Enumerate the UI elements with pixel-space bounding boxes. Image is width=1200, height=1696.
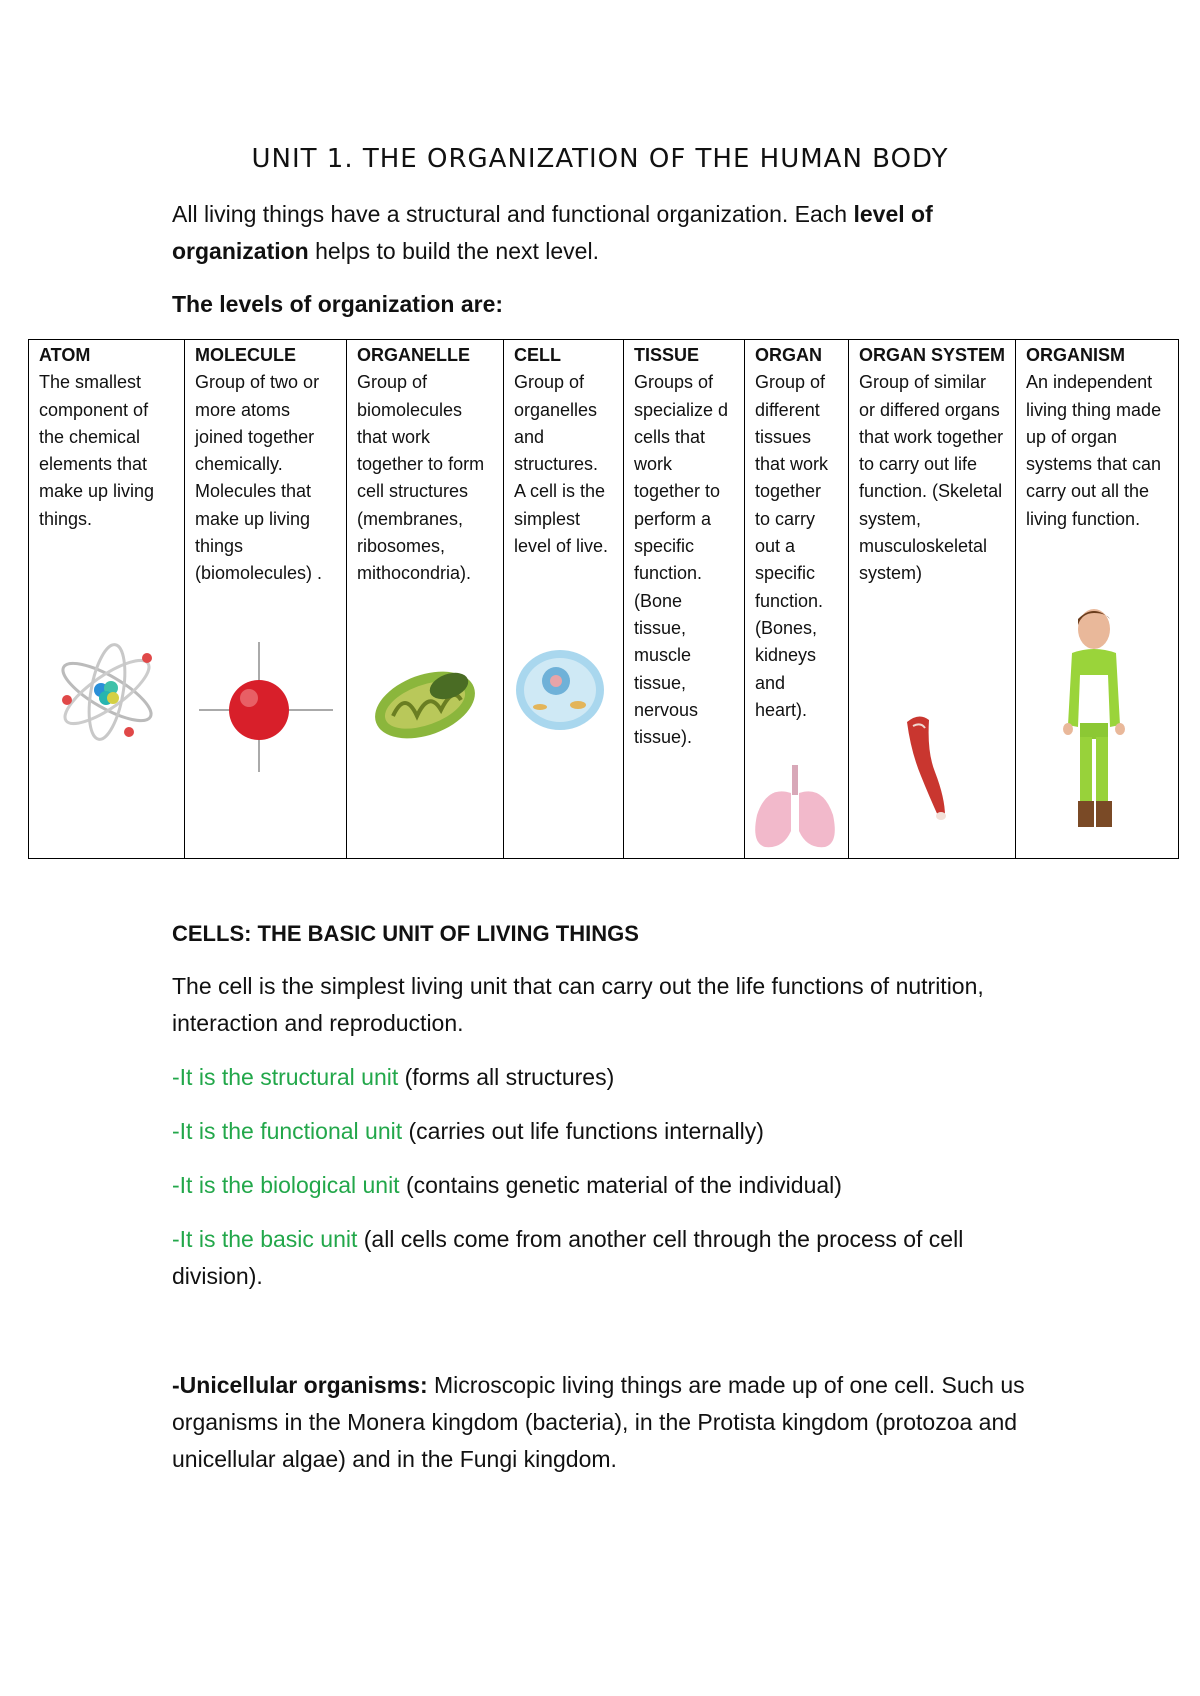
level-desc: The smallest component of the chemical elements that make up living things. [39, 372, 155, 529]
lungs-icon [747, 765, 843, 849]
level-desc: Group of organelles and structures. A cell is the simplest level of live. [514, 372, 609, 557]
level-atom [29, 340, 185, 859]
cells-heading: CELLS: THE BASIC UNIT OF LIVING THINGS [172, 921, 639, 946]
level-desc: Group of similar or differed organs that work together to carry out life function. (Skeletal system, musculoskeletal system) [859, 372, 1004, 584]
level-desc: Groups of specialize d cells that work together to perform a specific function. (Bone tissue, muscle tissue, nervous tissue). [634, 372, 729, 748]
level-desc: Group of biomolecules that work together to form cell structures (membranes, ribosomes, mithocondria). [357, 372, 485, 584]
cell-unit-note: (contains genetic material of the individual) [399, 1172, 842, 1198]
human-figure-icon [1054, 605, 1134, 835]
intro-bold: level of organization [172, 201, 933, 264]
level-desc: An independent living thing made up of organ systems that can carry out all the living function. [1026, 372, 1162, 529]
intro-paragraph [172, 196, 1052, 270]
molecule-icon [193, 632, 339, 782]
level-organelle [347, 340, 504, 859]
cell-unit-note: (carries out life functions internally) [402, 1118, 764, 1144]
intro-text-1: All living things have a structural and functional organization. Each [172, 201, 854, 227]
level-title: ATOM [39, 345, 91, 365]
cell-unit-note: (all cells come from another cell through the process of cell division). [172, 1226, 964, 1289]
level-title: ORGAN SYSTEM [859, 345, 1006, 365]
cell-unit-biological [172, 1167, 1052, 1204]
cell-unit-note: (forms all structures) [398, 1064, 615, 1090]
cell-unit-label: -It is the biological unit [172, 1172, 400, 1198]
unicellular-text: Microscopic living things are made up of one cell. Such us organisms in the Monera kingdom (bacteria), in the Protista kingdom (protozoa and unicellular algae) and in the Fungi kingdom. [172, 1372, 1025, 1472]
level-title: ORGANELLE [357, 345, 471, 365]
cell-unit-label: -It is the basic unit [172, 1226, 358, 1252]
level-title: ORGAN [755, 345, 822, 365]
intro-text-2: helps to build the next level. [308, 238, 599, 264]
level-title: ORGANISM [1026, 345, 1125, 365]
unicellular-paragraph [172, 1367, 1052, 1478]
mitochondria-icon [365, 660, 485, 750]
level-cell [504, 340, 624, 859]
level-tissue [624, 340, 745, 859]
cells-intro: The cell is the simplest living unit that can carry out the life functions of nutrition, interaction and reproduction. [172, 973, 984, 1036]
cell-unit-functional [172, 1113, 1052, 1150]
level-desc: Group of different tissues that work together to carry out a specific function. (Bones, kidneys and heart). [755, 372, 829, 720]
cell-unit-label: -It is the structural unit [172, 1064, 399, 1090]
level-title: MOLECULE [195, 345, 296, 365]
cell-icon [512, 645, 608, 735]
level-organism [1016, 340, 1179, 859]
unicellular-label: -Unicellular organisms: [172, 1372, 428, 1398]
level-molecule [185, 340, 347, 859]
level-organ-system [849, 340, 1016, 859]
muscle-arm-icon [899, 712, 959, 822]
level-desc: Group of two or more atoms joined together chemically. Molecules that make up living things (biomolecules) . [195, 372, 323, 584]
level-title: TISSUE [634, 345, 700, 365]
page-title: UNIT 1. THE ORGANIZATION OF THE HUMAN BODY [251, 144, 949, 174]
level-organ [745, 340, 849, 859]
cell-unit-structural [172, 1059, 1052, 1096]
cell-unit-basic [172, 1221, 1052, 1295]
atom-icon [49, 640, 169, 750]
level-title: CELL [514, 345, 561, 365]
cell-unit-label: -It is the functional unit [172, 1118, 403, 1144]
levels-table [28, 339, 1179, 859]
levels-heading: The levels of organization are: [172, 291, 504, 317]
